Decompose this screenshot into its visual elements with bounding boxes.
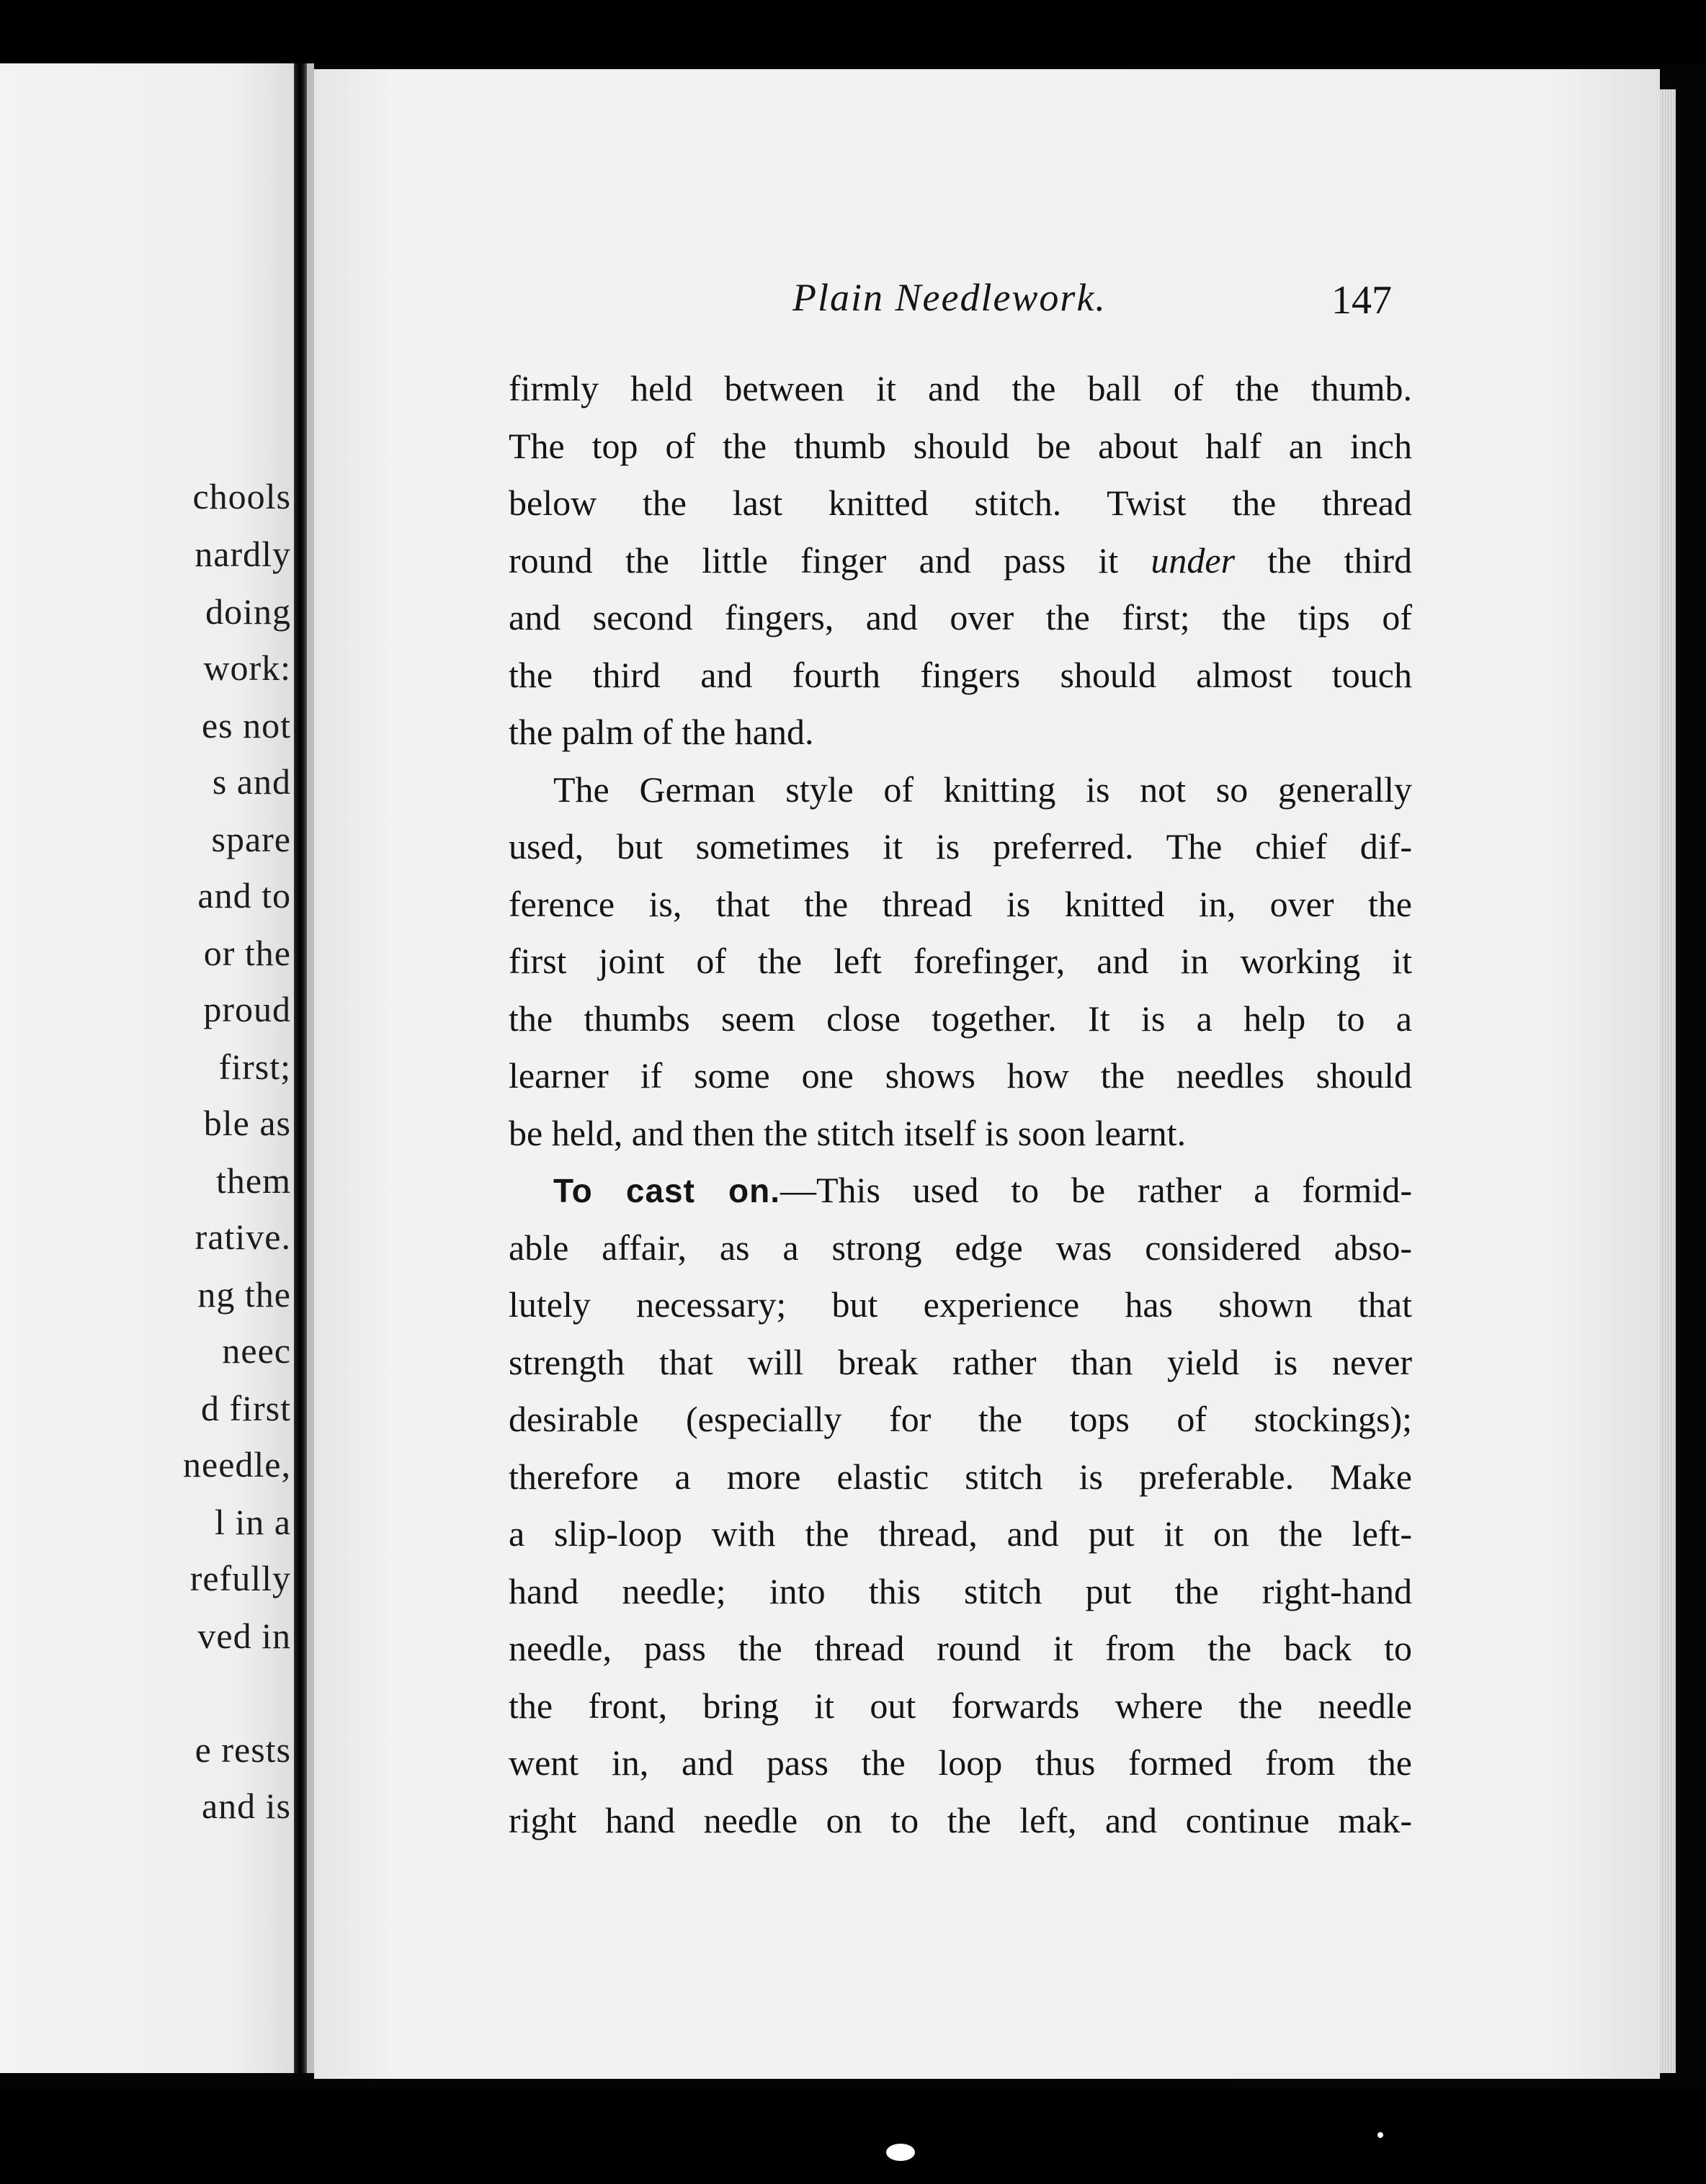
left-page-fragment: and to (197, 875, 291, 916)
text-line: and second fingers, and over the first; the tips of (509, 597, 1412, 637)
page-edge-stack (1660, 89, 1676, 2073)
text-line: The German style of knitting is not so generally (553, 769, 1412, 810)
text-line: the third and fourth fingers should almost touch (509, 654, 1412, 695)
text-line: lutely necessary; but experience has shown that (509, 1284, 1412, 1325)
text-line: below the last knitted stitch. Twist the thread (509, 483, 1412, 523)
text-line: the thumbs seem close together. It is a help to a (509, 998, 1412, 1039)
scan-speck (1377, 2132, 1383, 2138)
scan-border-top (0, 0, 1706, 65)
left-page-fragment: spare (211, 819, 291, 859)
left-page-fragment: them (216, 1160, 291, 1201)
text-segment: the third (1267, 540, 1412, 581)
text-line: a slip-loop with the thread, and put it on the left- (509, 1513, 1412, 1554)
text-line: ference is, that the thread is knitted in, over the (509, 883, 1412, 924)
page-body (509, 360, 1412, 1849)
left-page-fragment: work: (203, 648, 291, 688)
left-page-fragment: l in a (215, 1502, 291, 1542)
emphasis-under: under (1151, 540, 1236, 581)
left-page-fragment: d first (200, 1388, 291, 1428)
text-segment: round the little finger and pass it (509, 540, 1119, 581)
text-line: the front, bring it out forwards where the needle (509, 1685, 1412, 1726)
paragraph-german-style (509, 761, 1412, 1163)
left-page-fragment: doing (205, 591, 291, 632)
left-page-fragment: s and (212, 761, 291, 802)
text-line: able affair, as a strong edge was considered abso- (509, 1227, 1412, 1268)
text-line: be held, and then the stitch itself is soon learnt. (509, 1112, 1187, 1153)
text-line: strength that will break rather than yield is never (509, 1341, 1412, 1382)
running-head: Plain Needlework. (792, 276, 1107, 319)
left-page-fragment: first; (218, 1047, 291, 1087)
left-page-fragment: or the (203, 933, 291, 973)
scan-border-bottom (0, 2089, 1706, 2184)
section-heading: To cast on. (553, 1172, 781, 1209)
scan-speck (886, 2144, 915, 2161)
left-page-fragment: needle, (183, 1444, 291, 1485)
text-line: first joint of the left forefinger, and in working it (509, 941, 1412, 981)
text-line: firmly held between it and the ball of the thumb. (509, 368, 1412, 408)
left-page-fragment: chools (192, 476, 291, 516)
text-line (509, 1162, 1412, 1219)
left-page-fragment: ble as (203, 1103, 291, 1143)
text-line: The top of the thumb should be about half an inch (509, 425, 1412, 466)
left-page-fragment: es not (201, 705, 291, 746)
text-line: needle, pass the thread round it from the back to (509, 1628, 1412, 1668)
page-number: 147 (1331, 278, 1392, 323)
text-line: therefore a more elastic stitch is preferable. Make (509, 1456, 1412, 1497)
book-spine (294, 63, 307, 2073)
left-page-fragment: ng the (197, 1274, 291, 1315)
text-line: used, but sometimes it is preferred. The chief dif- (509, 826, 1412, 867)
left-page-fragment: proud (203, 989, 291, 1029)
left-page-fragment: nardly (195, 534, 291, 574)
left-page-fragment: refully (189, 1558, 291, 1598)
left-page-fragment: neec (222, 1330, 291, 1371)
text-line: learner if some one shows how the needles should (509, 1055, 1412, 1096)
left-page-fragment: and is (201, 1786, 291, 1826)
paragraph-cast-on (509, 1162, 1412, 1849)
text-line: desirable (especially for the tops of stockings); (509, 1399, 1412, 1439)
text-line: hand needle; into this stitch put the right-hand (509, 1570, 1412, 1611)
text-line: went in, and pass the loop thus formed from the (509, 1742, 1412, 1783)
gutter-shadow (307, 63, 314, 2073)
left-page-fragment: rative. (195, 1217, 291, 1257)
paragraph-grip (509, 360, 1412, 761)
text-line: right hand needle on to the left, and continue mak- (509, 1799, 1412, 1840)
left-page-fragment: e rests (195, 1729, 291, 1770)
text-line (509, 532, 1412, 590)
text-line: the palm of the hand. (509, 712, 814, 752)
text-segment: —This used to be rather a formid- (780, 1170, 1412, 1210)
left-page-fragment: ved in (197, 1616, 291, 1656)
left-facing-page (0, 63, 297, 2073)
